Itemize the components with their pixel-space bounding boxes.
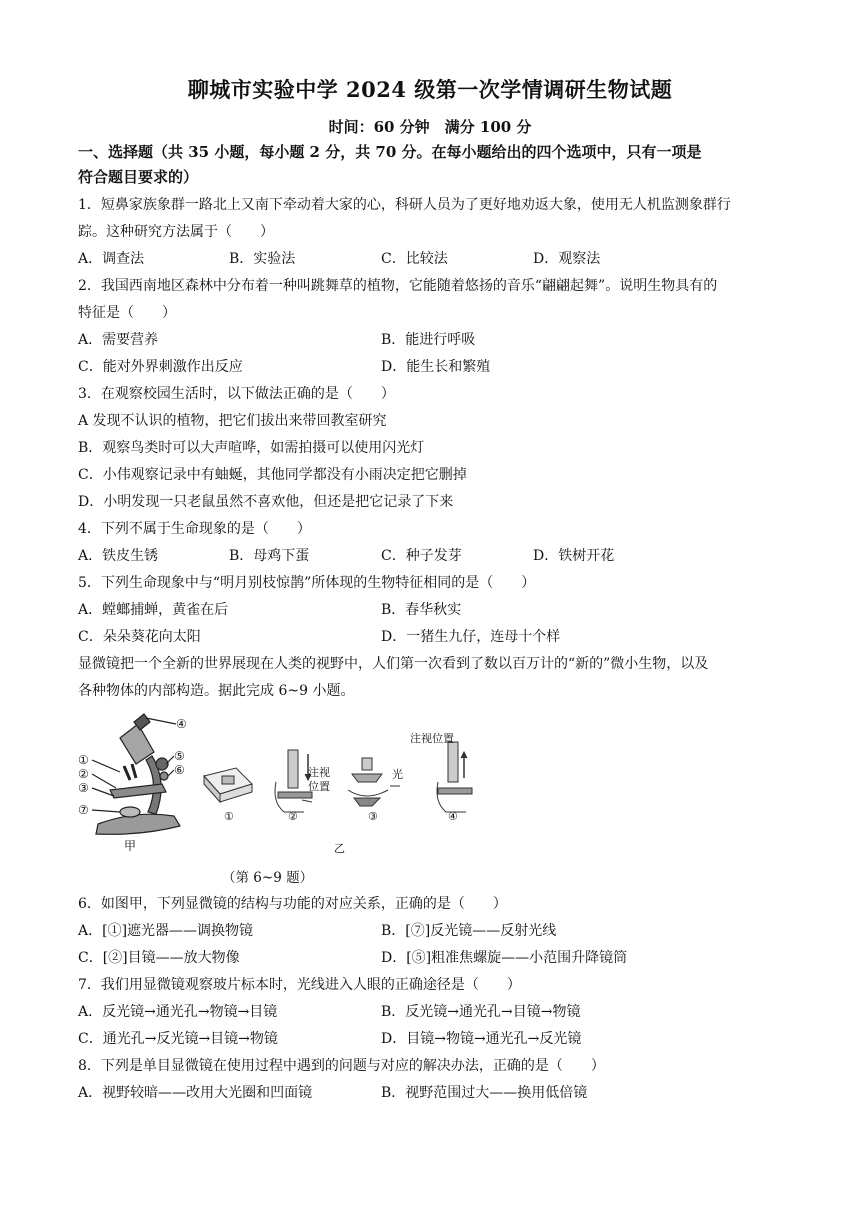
label-zhushi: 注视 [308, 766, 330, 779]
q8-stem: 8．下列是单目显微镜在使用过程中遇到的问题与对应的解决办法，正确的是（ ） [78, 1058, 605, 1074]
q1-option-d: D．观察法 [533, 251, 601, 267]
panel-2-lowering-illustration [275, 750, 312, 812]
label-number: ③ [78, 781, 89, 795]
label-number: ① [78, 753, 89, 767]
section-heading-line2: 符合题目要求的） [78, 168, 199, 186]
label-number: ④ [176, 717, 187, 731]
q8-option-b: B．视野范围过大——换用低倍镜 [381, 1085, 588, 1101]
q6-option-c: C．[②]目镜——放大物像 [78, 950, 240, 966]
intro-line2: 各种物体的内部构造。据此完成 6~9 小题。 [78, 683, 355, 699]
panel-number-4: ④ [448, 810, 458, 823]
label-number: ⑦ [78, 803, 89, 817]
q8-option-a: A．视野较暗——改用大光圈和凹面镜 [78, 1085, 313, 1101]
q2-option-b: B．能进行呼吸 [381, 332, 476, 348]
label-guang: 光 [392, 768, 403, 781]
q7-option-b: B．反光镜→通光孔→目镜→物镜 [381, 1004, 581, 1020]
panel-number-2: ② [288, 810, 298, 823]
q6-stem: 6．如图甲，下列显微镜的结构与功能的对应关系，正确的是（ ） [78, 896, 507, 912]
q3-option-a: A 发现不认识的植物，把它们拔出来带回教室研究 [78, 413, 387, 429]
panel-number-1: ① [224, 810, 234, 823]
q7-option-d: D．目镜→物镜→通光孔→反光镜 [381, 1031, 582, 1047]
q2-option-d: D．能生长和繁殖 [381, 359, 491, 375]
label-weizhi: 位置 [308, 780, 330, 793]
q4-option-b: B．母鸡下蛋 [229, 548, 310, 564]
q5-option-c: C．朵朵葵花向太阳 [78, 629, 201, 645]
panel-1-slide-illustration [204, 768, 252, 802]
q7-stem: 7．我们用显微镜观察玻片标本时，光线进入人眼的正确途径是（ ） [78, 977, 521, 993]
label-number: ⑤ [174, 749, 185, 763]
q7-option-a: A．反光镜→通光孔→物镜→目镜 [78, 1004, 278, 1020]
q3-stem: 3．在观察校园生活时，以下做法正确的是（ ） [78, 386, 395, 402]
q5-option-b: B．春华秋实 [381, 602, 462, 618]
q6-option-b: B．[⑦]反光镜——反射光线 [381, 923, 557, 939]
panel-3-light-illustration [348, 758, 400, 806]
q1-stem-line2: 踪。这种研究方法属于（ ） [78, 224, 274, 240]
q1-option-c: C．比较法 [381, 251, 448, 267]
q7-option-c: C．通光孔→反光镜→目镜→物镜 [78, 1031, 278, 1047]
q4-option-a: A．铁皮生锈 [78, 548, 159, 564]
exam-subtitle: 时间：60 分钟 满分 100 分 [328, 118, 532, 136]
q2-option-a: A．需要营养 [78, 332, 159, 348]
label-number: ② [78, 767, 89, 781]
label-number: ⑥ [174, 763, 185, 777]
q5-option-a: A．螳螂捕蝉，黄雀在后 [78, 602, 229, 618]
q1-option-a: A．调查法 [78, 251, 145, 267]
figure-caption: （第 6~9 题） [222, 870, 314, 886]
panel-number-3: ③ [368, 810, 378, 823]
q3-option-b: B．观察鸟类时可以大声喧哗，如需拍摄可以使用闪光灯 [78, 440, 425, 456]
q3-option-d: D．小明发现一只老鼠虽然不喜欢他，但还是把它记录了下来 [78, 494, 454, 510]
q5-option-d: D．一猪生九仔，连母十个样 [381, 629, 561, 645]
label-zhushiweizhi: 注视位置 [410, 732, 454, 745]
section-heading-line1: 一、选择题（共 35 小题，每小题 2 分，共 70 分。在每小题给出的四个选项中，只有一项是 [78, 143, 702, 161]
q1-stem-line1: 1．短鼻家族象群一路北上又南下牵动着大家的心，科研人员为了更好地劝返大象，使用无人机监测象群行 [78, 197, 731, 213]
q4-option-c: C．种子发芽 [381, 548, 462, 564]
figure-label-jia: 甲 [124, 839, 137, 853]
q2-stem-line1: 2．我国西南地区森林中分布着一种叫跳舞草的植物，它能随着悠扬的音乐“翩翩起舞”。说明生物具有的 [78, 278, 718, 294]
q3-option-c: C．小伟观察记录中有蚰蜒，其他同学都没有小雨决定把它删掉 [78, 467, 467, 483]
q2-option-c: C．能对外界刺激作出反应 [78, 359, 243, 375]
figure-label-yi: 乙 [334, 842, 345, 855]
q4-stem: 4．下列不属于生命现象的是（ ） [78, 521, 311, 537]
exam-title: 聊城市实验中学 2024 级第一次学情调研生物试题 [187, 77, 673, 102]
q6-option-d: D．[⑤]粗准焦螺旋——小范围升降镜筒 [381, 950, 628, 966]
intro-line1: 显微镜把一个全新的世界展现在人类的视野中，人们第一次看到了数以百万计的“新的”微小生物，以及 [78, 656, 709, 672]
q5-stem: 5．下列生命现象中与“明月别枝惊鹊”所体现的生物特征相同的是（ ） [78, 575, 536, 591]
microscope-figure [76, 712, 496, 862]
section-heading [78, 140, 788, 190]
microscope-jia-illustration [92, 714, 180, 834]
panel-4-raising-illustration [437, 742, 472, 812]
q2-stem-line2: 特征是（ ） [78, 305, 176, 321]
q6-option-a: A．[①]遮光器——调换物镜 [78, 923, 254, 939]
q4-option-d: D．铁树开花 [533, 548, 615, 564]
q1-option-b: B．实验法 [229, 251, 296, 267]
